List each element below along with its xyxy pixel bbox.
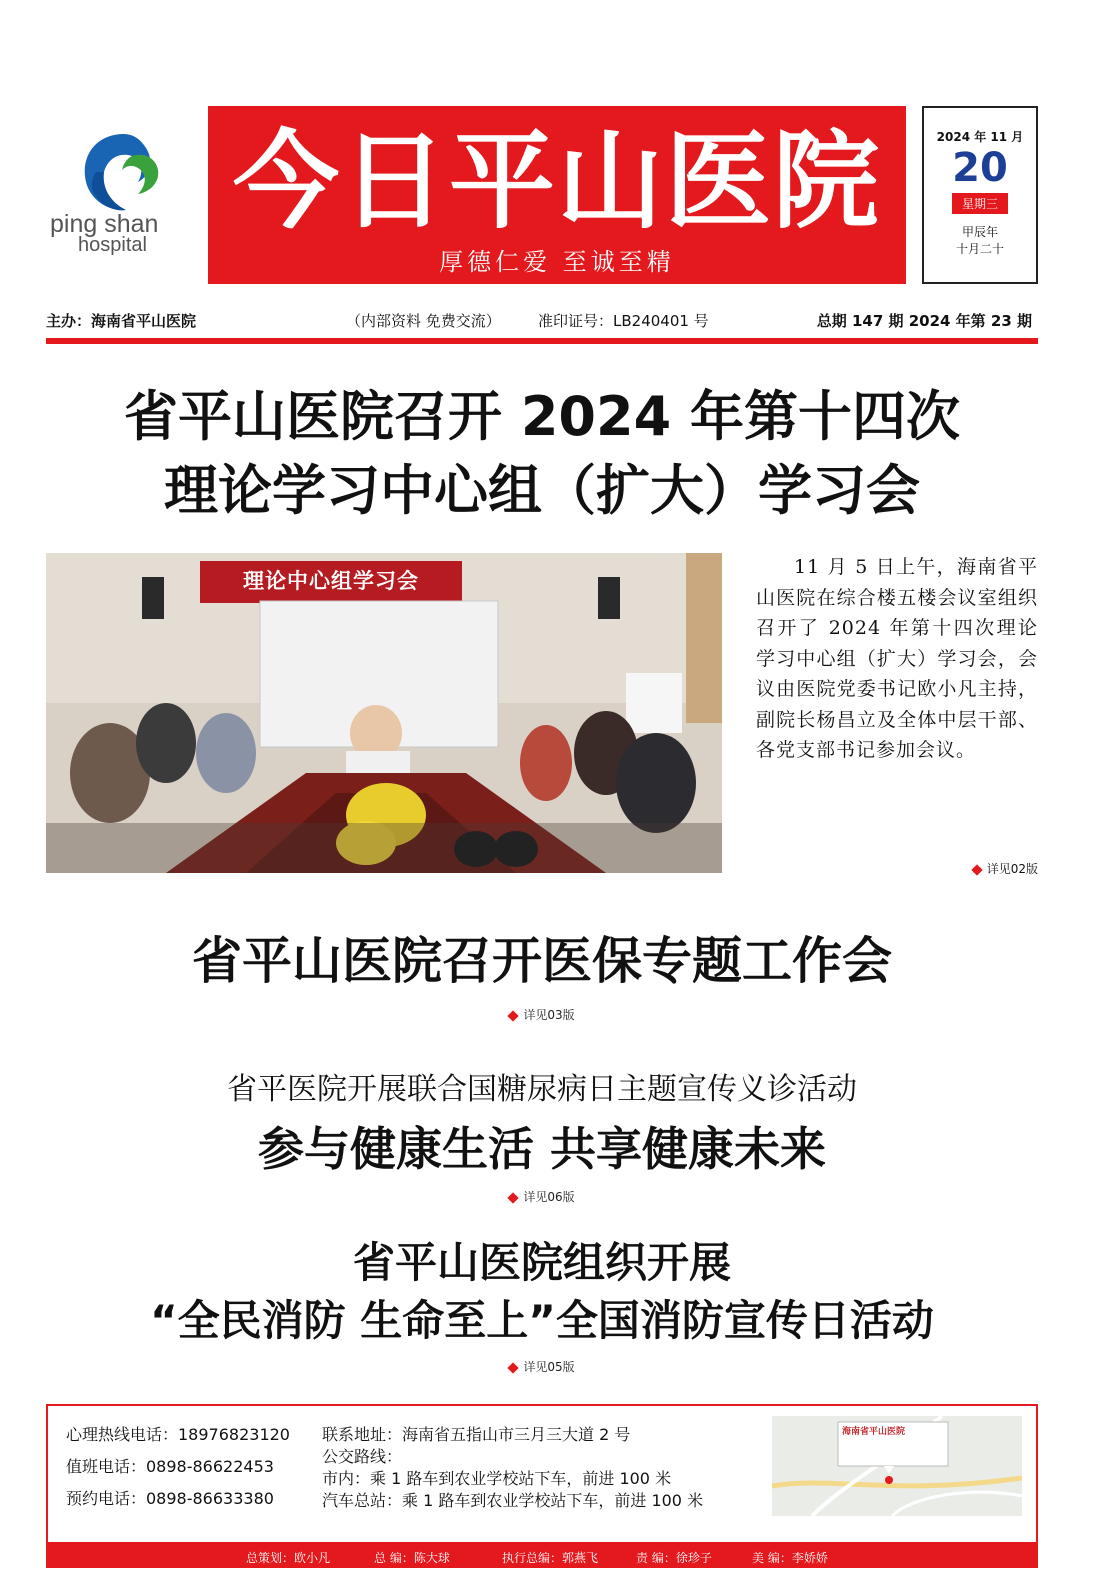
credit-exec-editor: 执行总编：郭燕飞 [502,1551,599,1565]
info-bar [46,308,1038,334]
date-day: 20 [952,145,1008,191]
lead-headline-line1: 省平山医院召开 2024 年第十四次 [124,385,960,448]
duty-phone: 值班电话：0898-86622453 [66,1457,274,1476]
hotline-phone: 心理热线电话：18976823120 [66,1425,290,1444]
logo-text-hospital: hospital [78,234,147,256]
sponsor: 主办：海南省平山医院 [46,312,197,330]
story3-headline: 参与健康生活 共享健康未来 [257,1122,826,1176]
bus-route-station: 汽车总站：乘 1 路车到农业学校站下车，前进 100 米 [322,1491,704,1510]
lead-photo [46,553,722,873]
story2-see-page: 详见03版 [46,1006,1038,1023]
logo-swirl-icon [46,126,196,216]
header-divider [46,338,1038,344]
credit-resp-editor: 责 编：徐珍子 [636,1551,712,1565]
lunar-year: 甲辰年 [961,225,998,239]
diamond-icon [508,1362,519,1373]
credit-editor: 总 编：陈大球 [374,1551,450,1565]
location-map [772,1416,1022,1516]
story2-headline: 省平山医院召开医保专题工作会 [192,932,892,990]
credits-bar [46,1544,1038,1568]
diamond-icon [508,1010,519,1021]
newspaper-title: 今日平山医院 [233,120,881,243]
contact-address: 联系地址：海南省五指山市三月三大道 2 号 [322,1425,631,1444]
masthead-title-box [208,106,906,284]
logo-text-pingshan: ping shan [50,210,159,238]
credit-planner: 总策划：欧小凡 [246,1551,331,1565]
diamond-icon [971,864,982,875]
story4-headline-line1: 省平山医院组织开展 [352,1238,731,1287]
license-number: 准印证号：LB240401 号 [538,312,709,330]
lead-see-page: 详见02版 [900,860,1038,877]
date-year-month: 2024 年 11 月 [936,130,1024,144]
meeting-photo-illustration [46,553,722,873]
story4-headline-line2: “全民消防 生命至上”全国消防宣传日活动 [150,1296,934,1345]
hospital-logo [46,126,196,266]
contact-box [46,1404,1038,1544]
lead-article-body: 11 月 5 日上午，海南省平山医院在综合楼五楼会议室组织召开了 2024 年第十四次理论学习中心组（扩大）学习会，会议由医院党委书记欧小凡主持，副院长杨昌立及全体中层干部、各党支部书记参加会议。 [756,556,1038,761]
date-lunar [924,224,1036,258]
booking-phone: 预约电话：0898-86633380 [66,1489,274,1508]
issue-number: 总期 147 期 2024 年第 23 期 [816,312,1032,330]
date-weekday: 星期三 [952,193,1008,214]
diamond-icon [508,1192,519,1203]
story3-kicker: 省平医院开展联合国糖尿病日主题宣传义诊活动 [227,1072,857,1107]
photo-banner-text: 理论中心组学习会 [243,569,419,593]
lead-headline-line2: 理论学习中心组（扩大）学习会 [164,459,920,522]
credit-art-editor: 美 编：李娇娇 [752,1551,828,1565]
story4-see-page: 详见05版 [46,1358,1038,1375]
internal-note: （内部资料 免费交流） [346,312,501,330]
bus-route-city: 市内：乘 1 路车到农业学校站下车，前进 100 米 [322,1469,672,1488]
lunar-day: 十月二十 [955,242,1004,256]
map-label: 海南省平山医院 [842,1427,906,1437]
date-box [922,106,1038,284]
newspaper-slogan: 厚德仁爱 至诚至精 [439,248,675,276]
bus-route-title: 公交路线： [322,1447,403,1466]
story3-see-page: 详见06版 [46,1188,1038,1205]
